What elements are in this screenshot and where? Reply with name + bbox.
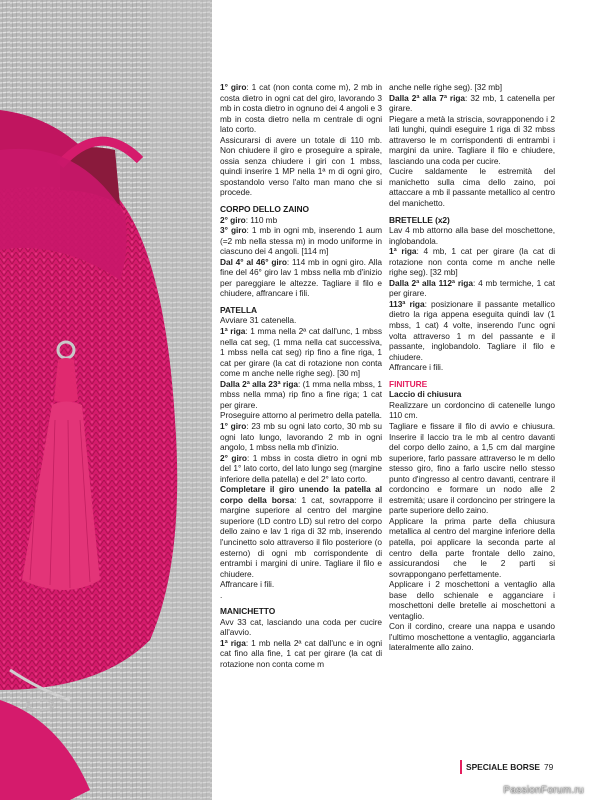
instruction-paragraph: Lav 4 mb attorno alla base del moschettone, inglobandola.: [389, 225, 555, 246]
instruction-paragraph: .: [220, 589, 223, 600]
step-text: : 1 mb nella 2ª cat dall'unc e in ogni cat fino alla fine, 1 cat per girare (la cat di rotazione non conta come m: [220, 637, 382, 669]
step-label: 113ª riga: [389, 298, 425, 309]
page-number: 79: [544, 762, 554, 772]
step-text: : 1 mma nella 2ª cat dall'unc, 1 mbss nella cat seg, (1 mma nella cat successiva, 1 mbss nella cat seg) rip fino a fine riga, 1 cat per girare (la cat di rotazione non conta come m anche nelle righe seg). [30 m]: [220, 326, 382, 379]
step-text: : 4 mb termiche, 1 cat per girare.: [389, 277, 556, 299]
instruction-paragraph: Affrancare i fili.: [220, 579, 275, 590]
instruction-paragraph: [220, 484, 382, 579]
step-text: : 110 mb: [245, 214, 278, 225]
instruction-paragraph: Con il cordino, creare una nappa e usando l'ultimo moschettone a ventaglio, agganciarla lateralmente allo zaino.: [389, 621, 555, 653]
instruction-paragraph: Realizzare un cordoncino di catenelle lungo 110 cm.: [389, 399, 555, 421]
step-label: 1ª riga: [220, 637, 246, 648]
step-label: 2° giro: [220, 452, 247, 463]
instruction-paragraph: [389, 299, 555, 362]
instruction-paragraph: [389, 278, 555, 299]
instruction-paragraph: [220, 257, 382, 299]
step-text: : 4 mb, 1 cat per girare (la cat di rotazione non conta come m anche nelle righe seg). [32 mb]: [389, 246, 555, 278]
step-label: Dal 4° al 46° giro: [220, 256, 287, 267]
instruction-paragraph: [220, 82, 382, 135]
instruction-paragraph: Avv 33 cat, lasciando una coda per cucire all'avvio.: [220, 616, 382, 638]
publication-name: SPECIALE BORSE: [466, 762, 540, 772]
instruction-paragraph: Assicurarsi di avere un totale di 110 mb. Non chiudere il giro e proseguire a spirale, ossia senza chiudere i giri con 1 mbss, quindi inserire 1 MP nella 1ª m di ogni giro, spostandolo verso l'alto man mano che si procede.: [220, 134, 382, 198]
product-photo: [0, 0, 212, 800]
instruction-paragraph: [220, 225, 382, 257]
step-text: : 32 mb, 1 catenella per girare.: [389, 92, 556, 114]
instruction-paragraph: [220, 215, 382, 226]
section-heading: FINITURE: [389, 378, 428, 389]
instruction-paragraph: [220, 421, 382, 453]
step-text: : 1 mb in ogni mb, inserendo 1 aum (=2 mb nella stessa m) in modo uniforme in ciascuno dei 4 angoli. [114 m]: [220, 225, 382, 257]
step-text: : 1 cat, sovrapporre il margine superiore al centro del margine superiore (LD contro LD) sul retro del corpo dello zaino e lav 1 riga di 32 mb, inserendo l'uncinetto solo attraverso il filo posteriore (o esterno) di ogni mb corrispondente di entrambi i margini di unire. Tagliare il filo e chiudere.: [220, 494, 382, 579]
step-text: : 114 mb in ogni giro. Alla fine del 46° giro lav 1 mbss nella mb d'inizio per pareggiare le altezze. Tagliare il filo e chiudere, affrancare i fili.: [220, 256, 382, 299]
subsection-heading: Laccio di chiusura: [389, 389, 462, 400]
step-label: Dalla 2ª alla 23ª riga: [220, 378, 298, 389]
instruction-paragraph: [220, 326, 382, 379]
step-label: 1° giro: [220, 82, 247, 92]
instruction-paragraph: Proseguire attorno al perimetro della patella.: [220, 410, 382, 421]
instruction-paragraph: [220, 379, 382, 411]
section-heading: MANICHETTO: [220, 606, 276, 617]
instruction-paragraph: Affrancare i fili.: [389, 362, 444, 373]
step-label: Dalla 2ª alla 7ª riga: [389, 92, 466, 103]
instruction-paragraph: [389, 93, 555, 114]
step-label: 1ª riga: [220, 326, 246, 337]
page-footer: [466, 762, 553, 772]
section-heading: PATELLA: [220, 304, 258, 315]
section-heading: BRETELLE (x2): [389, 214, 450, 225]
step-text: : 23 mb su ogni lato corto, 30 mb su ogni lato lungo, lavorando 2 mb in ogni angolo, 1 mbss nella mb d'inizio.: [220, 420, 382, 453]
section-heading: CORPO DELLO ZAINO: [220, 204, 309, 215]
instruction-paragraph: [220, 638, 382, 670]
text-column-left: [220, 82, 382, 670]
step-label: Completare il giro unendo la patella al corpo della borsa: [220, 484, 382, 505]
instruction-paragraph: Tagliare e fissare il filo di avvio e chiusura. Inserire il laccio tra le mb al centro davanti del corpo dello zaino, a 1,5 cm dal margine superiore, farlo passare attraverso le m dello stesso giro, fino a farlo uscire nello stesso punto d'ingresso al centro davanti, centrare il cordoncino e formare un nodo alle 2 estremità; usare il cordoncino per stringere la parte superiore dello zaino.: [389, 420, 555, 516]
instruction-paragraph: [220, 453, 382, 485]
step-label: 1° giro: [220, 420, 247, 431]
crochet-backpack-image: [0, 0, 212, 800]
step-text: : 1 mbss in costa dietro in ogni mb del 1° lato corto, del lato lungo seg (margine inferiore della patella) e del 2° lato corto.: [220, 452, 382, 484]
instruction-paragraph: [389, 246, 555, 278]
footer-accent-bar: [460, 760, 462, 774]
step-label: 2° giro: [220, 214, 246, 225]
step-label: 1ª riga: [389, 246, 417, 257]
text-column-right: [389, 82, 555, 653]
step-label: Dalla 2ª alla 112ª riga: [389, 277, 473, 288]
instruction-paragraph: Cucire saldamente le estremità del manichetto sulla cima dello zaino, poi attaccare a mb il passante metallico al centro del manichetto.: [389, 166, 555, 209]
instruction-paragraph: Piegare a metà la striscia, sovrapponendo i 2 lati lunghi, quindi eseguire 1 riga di 32 mbss attraverso le m corrispondenti di entrambi i margini da unire. Tagliare il filo e chiudere, lasciando una coda per cucire.: [389, 113, 555, 166]
instruction-paragraph: Applicare i 2 moschettoni a ventaglio alla base dello schienale e agganciare i moschettoni delle bretelle ai moschettoni a ventaglio.: [389, 579, 555, 621]
watermark: PassionForum.ru: [503, 785, 584, 796]
step-label: 3° giro: [220, 225, 247, 236]
step-text: : (1 mma nella mbss, 1 mbss nella mma) rip fino a fine riga; 1 cat per girare.: [220, 378, 382, 410]
step-text: : posizionare il passante metallico dietro la riga appena eseguita quindi lav (1 mbss, 1 cat) 4 volte, inserendo l'unc ogni volta attraverso 1 m del passante e il passante, inglobandolo. Tagliare il filo e chiudere.: [389, 298, 555, 362]
instruction-paragraph: anche nelle righe seg). [32 mb]: [389, 82, 503, 92]
step-text: : 1 cat (non conta come m), 2 mb in costa dietro in ogni cat del giro, lavorando 3 mb in costa dietro in ognuno dei 4 angoli e 3 mb in costa dietro nella m centrale di ogni lato corto.: [220, 82, 382, 135]
instruction-paragraph: Avviare 31 catenella.: [220, 315, 297, 326]
instruction-paragraph: Applicare la prima parte della chiusura metallica al centro del margine inferiore della patella, poi applicare la seconda parte al centro della parte frontale dello zaino, assicurandosi che le 2 parti si sovrappongano perfettamente.: [389, 515, 555, 579]
